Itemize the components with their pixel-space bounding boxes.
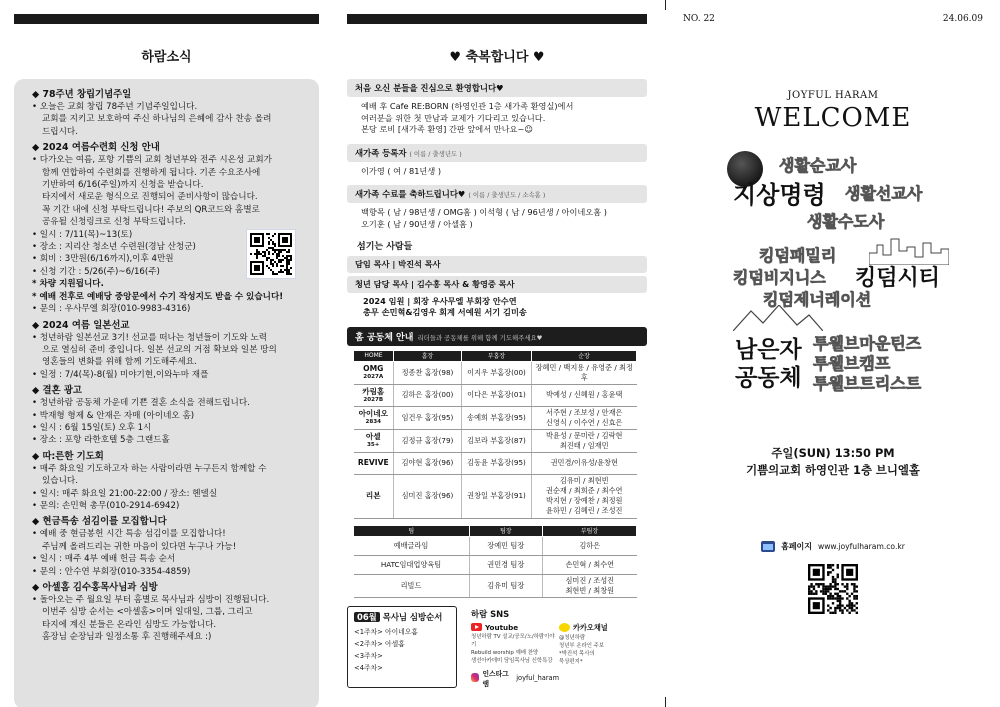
art-word: 킹덤제너레이션	[763, 290, 872, 309]
art-word: 킹덤패밀리	[759, 246, 837, 265]
news-line: 꼭 기간 내에 신청 부탁드립니다! 주보의 QR코드와 홈별로	[42, 204, 260, 215]
table-header: 부팀장	[543, 525, 637, 536]
home-leader: 김하은 홈장(00)	[394, 384, 462, 406]
team-table	[353, 525, 637, 598]
news-line: • 일정 : 7/4(목)-8(월) 미야기현,이와누마 재플	[32, 369, 209, 380]
home-leader: 임건우 홈장(95)	[394, 406, 462, 429]
news-section	[32, 515, 307, 578]
blessing-title: ♥ 축복합니다 ♥	[449, 50, 545, 65]
home-name	[354, 361, 394, 384]
welcome-text	[347, 97, 647, 136]
kakao-line: 청년부 온라인 주보	[559, 642, 605, 649]
news-line: • 일시 : 6월 15일(토) 오후 1시	[32, 422, 152, 433]
news-line: 함께 연합하여 수련회를 진행하게 됩니다. 기존 수요조사에	[42, 167, 261, 178]
news-heading: ◆ 따:른한 기도회	[32, 450, 104, 462]
sun-line: 박윤성 / 문미란 / 김락현	[546, 430, 623, 440]
cover-column	[683, 14, 983, 694]
kakao-link[interactable]	[559, 623, 647, 633]
sun-line: 장혜민 / 백지용 / 유영준 / 최정후	[535, 362, 633, 382]
group-band	[347, 327, 647, 346]
staff-officers	[347, 293, 647, 319]
news-section	[32, 384, 307, 447]
graduate-line: 오기훈 ( 남 / 90년생 / 아셀홈 )	[361, 218, 473, 229]
service-info	[683, 445, 983, 479]
sun-line: 신영식 / 이수연 / 신효은	[546, 417, 623, 427]
news-line: • 예배 중 현금봉헌 시간 특송 섬김이를 모집합니다!	[32, 529, 226, 540]
home-label: REVIVE	[357, 458, 389, 468]
vision-artwork	[683, 151, 983, 391]
home-vice: 권창일 부홈장(91)	[462, 474, 532, 518]
news-line: 주님께 올려드리는 귀한 마음이 있다면 누구나 가능!	[42, 541, 237, 552]
news-title: 하람소식	[141, 50, 192, 65]
service-time: 주일(SUN) 13:50 PM	[771, 446, 895, 460]
news-heading: ◆ 2024 여름수련회 신청 안내	[32, 142, 160, 154]
graduate-band-note: ( 이름 / 출생년도 / 소속홈 )	[468, 191, 546, 200]
news-line: • 청년하람 일본선교 3기! 선교를 떠나는 청년들이 기도와 노력	[32, 332, 268, 343]
visit-item: <2주차> 아셀홈	[354, 639, 405, 648]
team-vice	[543, 574, 637, 597]
news-line: • 장소 : 포항 라한호텔 5층 그랜드홀	[32, 435, 170, 446]
art-word: 공동체	[735, 365, 802, 391]
instagram-icon	[471, 673, 479, 682]
home-leader: 심미진 홈장(96)	[394, 474, 462, 518]
art-word: 생활수도사	[807, 212, 885, 231]
qr-code-icon[interactable]	[246, 229, 296, 279]
news-line: 교회를 지키고 보호하여 주신 하나님의 은혜에 감사 찬송 올려	[42, 114, 272, 125]
top-bar	[14, 14, 319, 24]
mountain-icon	[733, 305, 823, 331]
vice-line: 최현빈 / 최창원	[565, 585, 615, 595]
sun-line: 서주현 / 조보성 / 안재은	[546, 407, 623, 417]
register-text: 이가영 ( 여 / 81년생 )	[361, 165, 442, 176]
table-row	[354, 429, 637, 452]
news-line: * 차량 지원됩니다.	[32, 279, 104, 290]
news-section	[32, 88, 307, 138]
news-heading: ◆ 2024 여름 일본선교	[32, 319, 130, 331]
news-line: • 일시 : 7/11(목)~13(토)	[32, 229, 133, 240]
news-heading: ◆ 78주년 창립기념주일	[32, 89, 132, 100]
officer-line: 총무 손민혁&김영우 회계 서예원 서기 김미송	[363, 307, 527, 318]
table-header: 홈장	[394, 350, 462, 361]
kakao-line: *박진석 목사의	[559, 650, 595, 657]
home-sub: 2027A	[363, 374, 384, 381]
news-line: • 문의 : 우사무엘 회장(010-9983-4316)	[32, 304, 191, 315]
visit-item: <3주차>	[354, 651, 383, 660]
home-sub: 2834	[365, 419, 382, 426]
fold-mark-bottom	[665, 697, 666, 707]
news-line: • 돌아오는 주 월요일 부터 홈별로 목사님과 심방이 진행됩니다.	[32, 595, 270, 605]
vice-line: 김하은	[579, 540, 601, 550]
art-word: 킹덤비지니스	[733, 268, 826, 287]
staff-senior: 담임 목사 | 박진석 목사	[347, 256, 647, 273]
sun-line: 박지현 / 장예찬 / 최정원	[546, 496, 623, 506]
youtube-line: 생선아카데미 담임목사님 신학특강	[471, 657, 553, 664]
team-name: 예배글라임	[354, 536, 470, 555]
vice-line: 손민혁 / 최수연	[565, 559, 615, 569]
news-line: • 청년하람 공동체 가운데 기쁜 결혼 소식을 전해드립니다.	[32, 398, 250, 409]
welcome-title: WELCOME	[754, 103, 912, 133]
home-name	[354, 406, 394, 429]
table-row	[354, 406, 637, 429]
news-line: 공유될 신청링크로 신청 부탁드립니다.	[42, 217, 186, 228]
home-label: 카림홈	[362, 386, 385, 396]
brand-name: JOYFUL HARAM	[787, 90, 879, 101]
sun-line: 권순재 / 최희준 / 최수연	[546, 486, 623, 496]
news-heading: ◆ 현금특송 섬김이를 모집합니다	[32, 516, 167, 528]
home-sun	[532, 474, 637, 518]
youtube-icon	[471, 623, 482, 631]
news-line: 타지에서 새로운 형식으로 진행되어 준비사항이 많습니다.	[42, 192, 258, 203]
news-line: 영혼들의 변화를 위해 함께 기도해주세요.	[42, 357, 197, 368]
sns-title: 하람 SNS	[471, 608, 510, 619]
news-section	[32, 450, 307, 513]
graduate-text	[347, 203, 647, 230]
table-row	[354, 384, 637, 406]
youtube-link[interactable]	[471, 623, 559, 632]
youtube-label: Youtube	[485, 622, 519, 632]
art-word: 투웰브트리스트	[813, 374, 922, 393]
news-line: • 문의 : 안수연 부회장(010-3354-4859)	[32, 566, 191, 577]
instagram-id: joyful_haram	[516, 673, 559, 682]
group-table	[353, 350, 637, 519]
team-lead: 김유미 팀장	[469, 574, 542, 597]
news-line: 기반하여 6/16(주일)까지 신청을 받습니다.	[42, 180, 204, 191]
news-line: 드립시다.	[42, 126, 78, 137]
service-place: 기쁨의교회 하영인관 1층 브니엘홀	[746, 463, 920, 477]
news-line: • 다가오는 여름, 포항 기쁨의 교회 청년부와 전주 시온성 교회가	[32, 155, 272, 166]
news-column	[14, 14, 319, 707]
homepage-label: 홈페이지	[781, 542, 813, 551]
news-line: • 오늘은 교회 창립 78주년 기념주일입니다.	[32, 102, 198, 112]
home-vice: 김동윤 부홈장(95)	[462, 452, 532, 474]
home-sun	[532, 406, 637, 429]
home-sun	[532, 452, 637, 474]
news-line: * 예배 전후로 예배당 중앙문에서 수기 작성지도 받을 수 있습니다!	[32, 291, 284, 302]
home-vice: 김보라 부홈장(87)	[462, 429, 532, 452]
home-sub: 35+	[367, 442, 380, 449]
vice-line: 심미진 / 조성진	[565, 575, 615, 585]
kakao-line: 묵상편지*	[559, 658, 583, 665]
news-section	[32, 581, 307, 644]
officer-line: 2024 임원 | 회장 우사무엘 부회장 안수연	[363, 295, 517, 306]
kakao-icon	[559, 623, 570, 632]
top-bar	[347, 14, 647, 24]
welcome-line: 여러분을 위한 첫 만남과 교제가 기다리고 있습니다.	[361, 112, 546, 123]
fold-mark-top	[665, 0, 666, 10]
news-line: 홈장님 순장님과 일정소통 후 진행해주세요 :)	[42, 632, 212, 643]
news-line: • 문의: 손민혁 총무(010-2914-6942)	[32, 500, 180, 511]
sun-line: 윤하민 / 김혜린 / 조성진	[546, 506, 623, 516]
table-row	[354, 555, 637, 574]
graduate-band-label: 새가족 수료를 축하드립니다♥	[355, 189, 466, 200]
table-header: HOME	[354, 350, 394, 361]
home-name	[354, 474, 394, 518]
art-word: 생활순교사	[779, 156, 857, 175]
table-header: 팀장	[469, 525, 542, 536]
team-name: 리빌드	[354, 574, 470, 597]
news-line: • 박재형 형제 & 안재은 자매 (아이네오 홈)	[32, 410, 195, 421]
register-band	[347, 144, 647, 162]
kakao-line: @청년하람	[559, 634, 586, 641]
team-vice	[543, 536, 637, 555]
home-label: 아이네오	[358, 409, 388, 419]
home-vice: 송예희 부홈장(95)	[462, 406, 532, 429]
sun-line: 김유미 / 최현빈	[559, 476, 609, 486]
visit-head	[354, 611, 450, 623]
staff-youth: 청년 담당 목사 | 김수홍 목사 & 황영중 목사	[347, 276, 647, 293]
table-header: 팀	[354, 525, 470, 536]
issue-number: NO. 22	[683, 14, 715, 24]
instagram-label: 인스타그램	[482, 669, 509, 688]
news-section	[32, 319, 307, 382]
art-word: 지상명령	[733, 181, 826, 209]
table-row	[354, 536, 637, 555]
home-name	[354, 429, 394, 452]
homepage-url: www.joyfulharam.co.kr	[818, 542, 905, 551]
team-vice	[543, 555, 637, 574]
graduate-band	[347, 185, 647, 203]
table-row	[354, 361, 637, 384]
issue-date: 24.06.09	[942, 14, 983, 24]
homepage-icon	[761, 541, 775, 552]
homepage-link[interactable]	[683, 541, 983, 552]
welcome-line: 예배 후 Cafe RE:BORN (하영인관 1층 새가족 환영실)에서	[361, 101, 574, 111]
sun-line: 최진태 / 임재민	[559, 440, 609, 450]
home-label: OMG	[363, 364, 384, 374]
art-word: 킹덤시티	[855, 266, 941, 291]
home-vice: 이지우 부홈장(00)	[462, 361, 532, 384]
news-line: 이번주 심방 순서는 <아셀홈>이며 일대일, 그룹, 그리고	[42, 607, 253, 618]
news-line: • 회비 : 3만원(6/16까지),이후 4만원	[32, 254, 174, 265]
welcome-band	[347, 79, 647, 97]
news-line: • 신청 기간 : 5/26(주)~6/16(주)	[32, 266, 160, 277]
sns-box	[463, 606, 647, 688]
sun-line: 권민경/이유성/윤창현	[550, 458, 618, 468]
register-band-label: 새가족 등록자	[355, 147, 407, 158]
visit-item: <1주차> 아이네오홈	[354, 627, 418, 636]
home-label: 리본	[365, 491, 381, 501]
news-heading: ◆ 아셀홈 김수홍목사님과 심방	[32, 582, 158, 593]
home-leader: 김정규 홈장(79)	[394, 429, 462, 452]
team-lead: 장예민 팀장	[469, 536, 542, 555]
table-row	[354, 452, 637, 474]
graduate-line: 백향목 ( 남 / 98년생 / OMG홈 ) 이석형 ( 남 / 96년생 / 아이네오홈 )	[361, 207, 607, 218]
home-sun	[532, 361, 637, 384]
table-header: 부홈장	[462, 350, 532, 361]
welcome-line: 본당 로비 [새가족 환영] 간판 앞에서 만나요~☺	[361, 124, 533, 135]
table-row	[354, 574, 637, 597]
home-sun	[532, 429, 637, 452]
instagram-link[interactable]	[471, 668, 559, 688]
youtube-line: 청년하람 TV 설교/공모/노/하람이야기	[471, 633, 555, 648]
sun-line: 박예성 / 신혜원 / 홍윤택	[546, 390, 623, 400]
news-line: • 일시: 매주 화요일 21:00-22:00 / 장소: 헨델실	[32, 488, 218, 499]
art-word: 남은자	[735, 337, 802, 363]
home-sub: 2027B	[363, 396, 384, 403]
home-name	[354, 452, 394, 474]
group-band-note: 리더들과 공동체를 위해 함께 기도해주세요♥	[417, 333, 543, 342]
visit-box	[347, 606, 457, 688]
home-vice: 이다은 부홈장(01)	[462, 384, 532, 406]
youtube-line: Rebuild worship 예배 찬양	[471, 649, 539, 656]
visit-title: 목사님 심방순서	[382, 611, 443, 622]
home-name	[354, 384, 394, 406]
visit-item: <4주차>	[354, 663, 383, 672]
cover-header	[683, 14, 983, 24]
news-box	[14, 79, 319, 707]
table-header: 순장	[532, 350, 637, 361]
team-lead: 권민경 팀장	[469, 555, 542, 574]
news-line: • 일시 : 매주 4부 예배 헌금 특송 순서	[32, 554, 176, 565]
art-word: 투웰브캠프	[813, 354, 891, 373]
visit-month: 06월	[354, 612, 380, 622]
qr-code-icon[interactable]	[808, 564, 858, 614]
home-sun	[532, 384, 637, 406]
news-line: 으로 열심히 준비 중입니다. 일본 선교의 거점 확보와 일본 땅의	[42, 344, 277, 355]
art-word: 생활선교사	[845, 184, 923, 203]
register-band-note: ( 이름 / 출생년도 )	[409, 149, 462, 158]
news-line: 타지에 계신 분들은 온라인 심방도 가능합니다.	[42, 619, 217, 630]
news-line: 있습니다.	[42, 476, 78, 487]
home-label: 아셀	[365, 432, 381, 442]
group-band-label: 홈 공동체 안내	[355, 332, 414, 343]
table-row	[354, 474, 637, 518]
blessing-column	[347, 14, 647, 688]
news-line: • 장소 : 지리산 청소년 수련원(경남 산청군)	[32, 242, 196, 253]
welcome-band-label: 처음 오신 분들을 진심으로 환영합니다♥	[355, 83, 504, 93]
news-heading: ◆ 결혼 광고	[32, 385, 82, 397]
home-leader: 김야현 홈장(96)	[394, 452, 462, 474]
staff-title: 섬기는 사람들	[357, 241, 413, 252]
art-word: 투웰브마운틴즈	[813, 334, 922, 353]
team-name: HATC임대업양육팀	[354, 555, 470, 574]
kakao-label: 카카오채널	[573, 622, 608, 632]
home-leader: 정종찬 홈장(98)	[394, 361, 462, 384]
news-line: • 매주 화요일 기도하고자 하는 사람이라면 누구든지 함께할 수	[32, 463, 267, 474]
